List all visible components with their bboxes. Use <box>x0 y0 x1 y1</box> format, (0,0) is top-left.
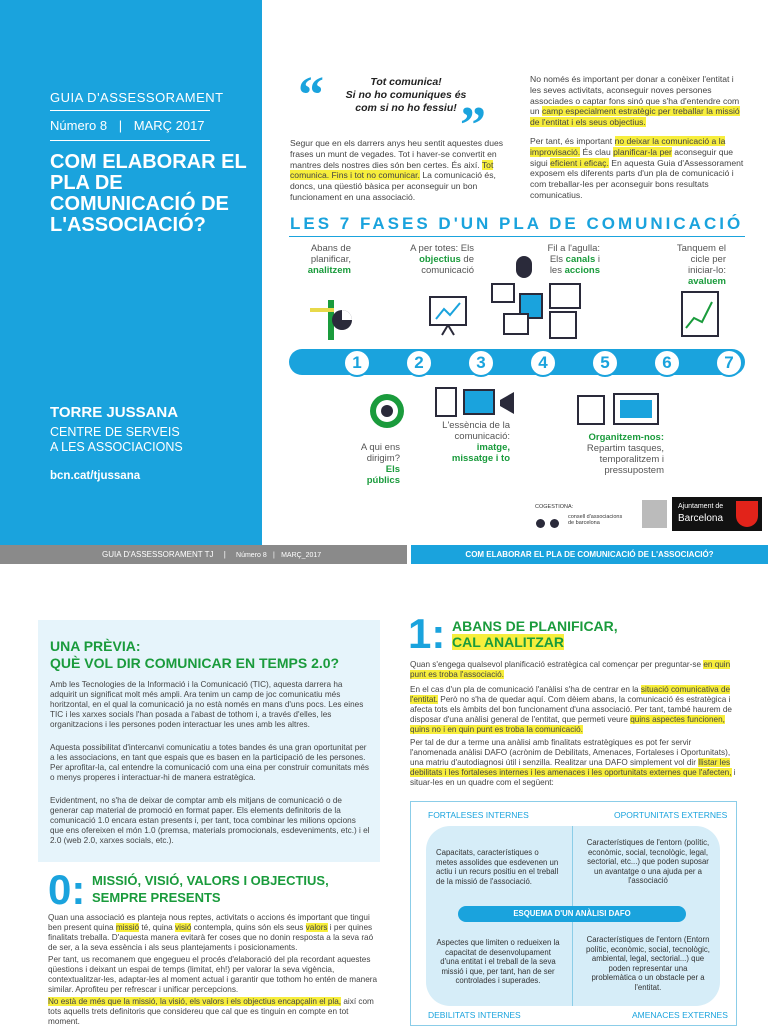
highlight: camp especialment estratègic per treballar la missió de l'entitat i els seus objectius. <box>530 106 740 128</box>
open-quote-icon: “ <box>298 67 324 124</box>
highlight: No està de més que la missió, la visió, els valors i els objectius encapçalin el pla, <box>48 997 342 1006</box>
highlight: en quin punt es troba l'associació. <box>410 660 731 679</box>
bold: analitzem <box>307 265 351 276</box>
text: Però no s'ha de quedar aquí. Com dèiem abans, la comunicació és estratègica i afecta tots els àmbits del bon funcionament d'una associació. Per tant, també haurem de disposar d'una anàlisi general de l'entitat, que permeti veure <box>410 695 732 724</box>
org-subtitle: CENTRE DE SERVEIS A LES ASSOCIACIONS <box>50 425 183 454</box>
text: i les <box>549 254 600 276</box>
text: contempla, quins són els seus <box>193 923 304 932</box>
text: Tanquem el cicle per iniciar-lo: <box>676 243 726 276</box>
text: i situar-les en un quadre com el següent: <box>410 768 736 787</box>
phase-5-number: 5 <box>591 349 619 377</box>
text: Per tant, és important <box>530 136 613 146</box>
phase-1-label <box>295 243 351 276</box>
bold: objectius <box>419 254 461 265</box>
text: Quan s'engega qualsevol planificació estratègica cal començar per preguntar-se <box>410 660 702 669</box>
text: | <box>223 550 226 559</box>
message-icon <box>434 386 524 420</box>
highlight: missió <box>115 923 140 932</box>
footer-right: COM ELABORAR EL PLA DE COMUNICACIÓ DE L'ASSOCIACIÓ? <box>411 545 768 564</box>
text: i per quines finalitats treballa. D'aquesta manera evitarà fer coses que no donin resposta a la seva raó de ser, a la seva essència i als seus plantejaments i posicionaments. <box>48 923 374 952</box>
footer-left <box>0 545 407 564</box>
cogestiona-label: COGESTIONA: <box>535 504 574 510</box>
section-1-heading-2: CAL ANALITZAR <box>452 634 564 650</box>
intro-paragraph-2 <box>530 74 744 128</box>
highlight: quins aspectes funcionen, quins no i en quin punt es troba la comunicació. <box>410 715 725 734</box>
ajuntament-logo <box>672 497 762 531</box>
close-quote-icon: ” <box>460 97 486 154</box>
highlight: llistar les debilitats i les fortaleses internes i les amenaces i les oportunitats externes que l'afecten, <box>410 758 732 777</box>
bold: Organitzem-nos: <box>588 432 664 443</box>
dafo-fortaleses-text: Capacitats, característiques o metes assolides que esdevenen un actiu i un recurs positiu en el treball de la missió de l'associació. <box>436 848 559 886</box>
consell-name: consell d'associacions de barcelona <box>568 514 623 526</box>
highlight: Tot comunica. Fins i tot no comunicar. <box>290 159 494 181</box>
previa-heading-1: UNA PRÈVIA: <box>50 638 141 654</box>
text: de comunicació <box>421 254 474 276</box>
text: No només és important per donar a conèixer l'entitat i les seves activitats, aconseguir noves persones associades o captar fons sinó que s'ha d'entendre com un <box>530 74 740 117</box>
previa-paragraph-1: Amb les Tecnologies de la Informació i la Comunicació (TIC), aquesta darrera ha adquirit un significat molt més ampli. Ara tenim un camp de joc comunicatiu més horitzontal, en el qual la comunicació ja no està només en mans d'uns pocs. Les eines TIC i les xarxes socials l'han posada a l'abast de tothom i, a través d'elles, les organitzacions i les persones poden interactuar les unes amb les altres. <box>50 680 364 729</box>
dafo-fortaleses: FORTALESES INTERNES <box>428 810 529 820</box>
bold: avaluem <box>687 276 726 287</box>
section-0-heading-1: MISSIÓ, VISIÓ, VALORS I OBJECTIUS, <box>92 873 329 888</box>
section-0-paragraph-3 <box>48 997 380 1027</box>
text: GUIA D'ASSESSORAMENT TJ <box>102 550 214 559</box>
text: Fil a l'agulla: <box>547 243 600 254</box>
text: Quan una associació es planteja nous reptes, activitats o accions és important que tingui ben present quina <box>48 913 370 932</box>
intro-paragraph-3 <box>530 136 744 201</box>
issue-info <box>50 118 205 133</box>
highlight: valors <box>305 923 328 932</box>
text: MARÇ_2017 <box>281 552 322 559</box>
section-0-paragraph-2: Per tant, us recomanem que engegueu el procés d'elaboració del pla recordant aquestes qüestions i deixant un espai de temps (limitat, eh!) per valorar la seva vigència, contextualitzar-les, adaptar-les al moment actual i garantir que tothom ho entén de manera similar. Aprofiteu per refrescar i unificar percepcions. <box>48 955 378 994</box>
section-1-paragraph-1 <box>410 660 740 680</box>
text: | <box>273 552 275 559</box>
highlight: visió <box>175 923 192 932</box>
highlight: planificar-la per <box>613 146 672 157</box>
tower-logo <box>642 500 667 528</box>
cover-title: COM ELABORAR EL PLA DE COMUNICACIÓ DE L'ASSOCIACIÓ? <box>50 151 247 236</box>
highlight: eficient i eficaç. <box>550 157 609 168</box>
section-0-heading-2: SEMPRE PRESENTS <box>92 890 221 905</box>
text: És clau <box>582 146 611 157</box>
phases-title: LES 7 FASES D'UN PLA DE COMUNICACIÓ <box>290 214 744 233</box>
pull-quote <box>336 76 476 115</box>
highlight: no deixar la comunicació a la improvisació. <box>530 136 726 157</box>
text: Per tal de dur a terme una anàlisi amb finalitats estratègiques es pot fer servir l'anomenada anàlisi DAFO (acrònim de Debilitats, Amenaces, Fortaleses i Oportunitats), una matriu d'autodiagnosi útil i senzilla. Realitzar una DAFO simplement vol dir <box>410 738 731 767</box>
phase-4-number: 4 <box>529 349 557 377</box>
text: Abans de planificar, <box>310 243 351 265</box>
text: així com tots aquells trets definitoris que considereu que cal que es tinguin en compte en tot moment. <box>48 997 374 1026</box>
analysis-chart-icon <box>300 290 360 345</box>
evaluation-chart-icon <box>680 290 722 340</box>
divider <box>289 236 745 237</box>
channels-icon <box>490 254 590 344</box>
cover-panel <box>0 0 262 545</box>
quote-line: com si no ho fessiu! <box>355 102 457 114</box>
organize-icon <box>576 392 660 430</box>
phase-2-label <box>350 442 400 486</box>
dafo-amenaces-text: Característiques de l'entorn (Entorn polític, econòmic, social, tecnològic, ambiental, legal, sectorial...) que poden representar una problemàtica o un obstacle per a l'entitat. <box>586 935 710 992</box>
text: A qui ens dirigim? <box>360 442 400 464</box>
text: aconseguir que sigui <box>530 146 734 168</box>
text: Els <box>549 254 564 265</box>
text: En el cas d'un pla de comunicació l'anàlisi s'ha de centrar en la <box>410 685 639 694</box>
dafo-oportunitats: OPORTUNITATS EXTERNES <box>614 810 728 820</box>
quote-line: Si no ho comuniques és <box>345 89 467 101</box>
text: En aquesta Guia d'Assessorament exposem els diferents parts d'un pla de comunicació i com treballar-les per aconseguir bons resultats comunicatius. <box>530 157 744 200</box>
issue-number: Número 8 <box>50 118 108 133</box>
intro-paragraph-1 <box>290 138 512 203</box>
section-0-paragraph-1 <box>48 913 380 953</box>
phase-7-label <box>664 243 726 287</box>
dafo-amenaces: AMENACES EXTERNES <box>632 1010 728 1020</box>
bold: accions <box>564 265 600 276</box>
previa-heading-2: QUÈ VOL DIR COMUNICAR EN TEMPS 2.0? <box>50 655 340 671</box>
dafo-debilitats-text: Aspectes que limiten o redueixen la capacitat de desenvolupament d'una entitat i el treball de la seva missió i que, per tant, han de ser controlades i superades. <box>436 938 560 986</box>
text: L'essència de la comunicació: <box>442 420 510 442</box>
phase-1-number: 1 <box>343 349 371 377</box>
phase-3-label <box>408 243 474 276</box>
phase-2-number: 2 <box>405 349 433 377</box>
issue-separator: | <box>118 118 123 133</box>
phase-4-label <box>440 420 510 464</box>
text: té, quina <box>141 923 173 932</box>
dafo-center-label: ESQUEMA D'UN ANÀLISI DAFO <box>458 906 686 922</box>
text: Barcelona <box>678 513 724 524</box>
section-0-number: 0: <box>48 866 86 913</box>
quote-line: Tot comunica! <box>370 76 442 88</box>
text: Número 8 <box>236 552 267 559</box>
phase-7-number: 7 <box>715 349 743 377</box>
dafo-oportunitats-text: Característiques de l'entorn (polític, econòmic, social, tecnològic, legal, sectorial, etc...) que poden suposar un avantatge o una ajuda per a l'associació <box>586 838 710 886</box>
bold: imatge, missatge i to <box>451 442 510 464</box>
dafo-debilitats: DEBILITATS INTERNES <box>428 1010 521 1020</box>
previa-paragraph-2: Aquesta possibilitat d'intercanvi comunicatiu a totes bandes és una gran oportunitat per a les associacions, en tant que espais que es basen en la participació de les persones. Per aprofitar-la, cal entendre la comunicació com una eina per construir comunitats més o menys properes i interactuar-hi de manera estratègica. <box>50 743 370 782</box>
section-1-heading-1: ABANS DE PLANIFICAR, <box>452 618 618 634</box>
previa-paragraph-3: Evidentment, no s'ha de deixar de comptar amb els mitjans de comunicació o de generar cap material de promoció en format paper. Els elements definitoris de la comunicació 1.0 encara estan presents i, per tant, toca combinar les milions opcions que ens ofereixen el món 1.0 (premsa, materials promocionals, esdeveniments, etc.) i el 2.0 (web 2.0, xarxes socials, etc.). <box>50 796 370 845</box>
text: Ajuntament de <box>678 503 724 510</box>
target-icon <box>368 392 406 430</box>
section-1-number: 1: <box>408 610 446 657</box>
bold: Els públics <box>366 464 400 486</box>
phase-3-number: 3 <box>467 349 495 377</box>
bold: canals <box>565 254 596 265</box>
presentation-board-icon <box>428 295 468 337</box>
text: Segur que en els darrers anys heu sentit aquestes dues frases un munt de vegades. Tot i haver-se convertit en mantres dels nostres dies són ben certes. És així. <box>290 138 504 170</box>
phase-6-label <box>572 432 664 476</box>
text: Els <box>460 243 474 254</box>
highlight: situació comunicativa de l'entitat. <box>410 685 731 704</box>
issue-date: MARÇ 2017 <box>133 118 205 133</box>
divider <box>50 140 210 141</box>
text: La comunicació és, doncs, una qüestió bàsica per aconseguir un bon funcionament en una associació. <box>290 170 496 202</box>
divider <box>50 110 210 111</box>
text: Repartim tasques, temporalitzem i pressupostem <box>586 443 664 476</box>
phase-6-number: 6 <box>653 349 681 377</box>
section-1-paragraph-3 <box>410 738 740 788</box>
org-url[interactable]: bcn.cat/tjussana <box>50 470 141 482</box>
consell-logo <box>536 515 566 529</box>
guide-series: GUIA D'ASSESSORAMENT <box>50 90 224 105</box>
shield-icon <box>736 501 758 527</box>
org-name: TORRE JUSSANA <box>50 404 179 421</box>
text: A per totes: <box>410 243 459 254</box>
section-1-paragraph-2 <box>410 685 740 735</box>
